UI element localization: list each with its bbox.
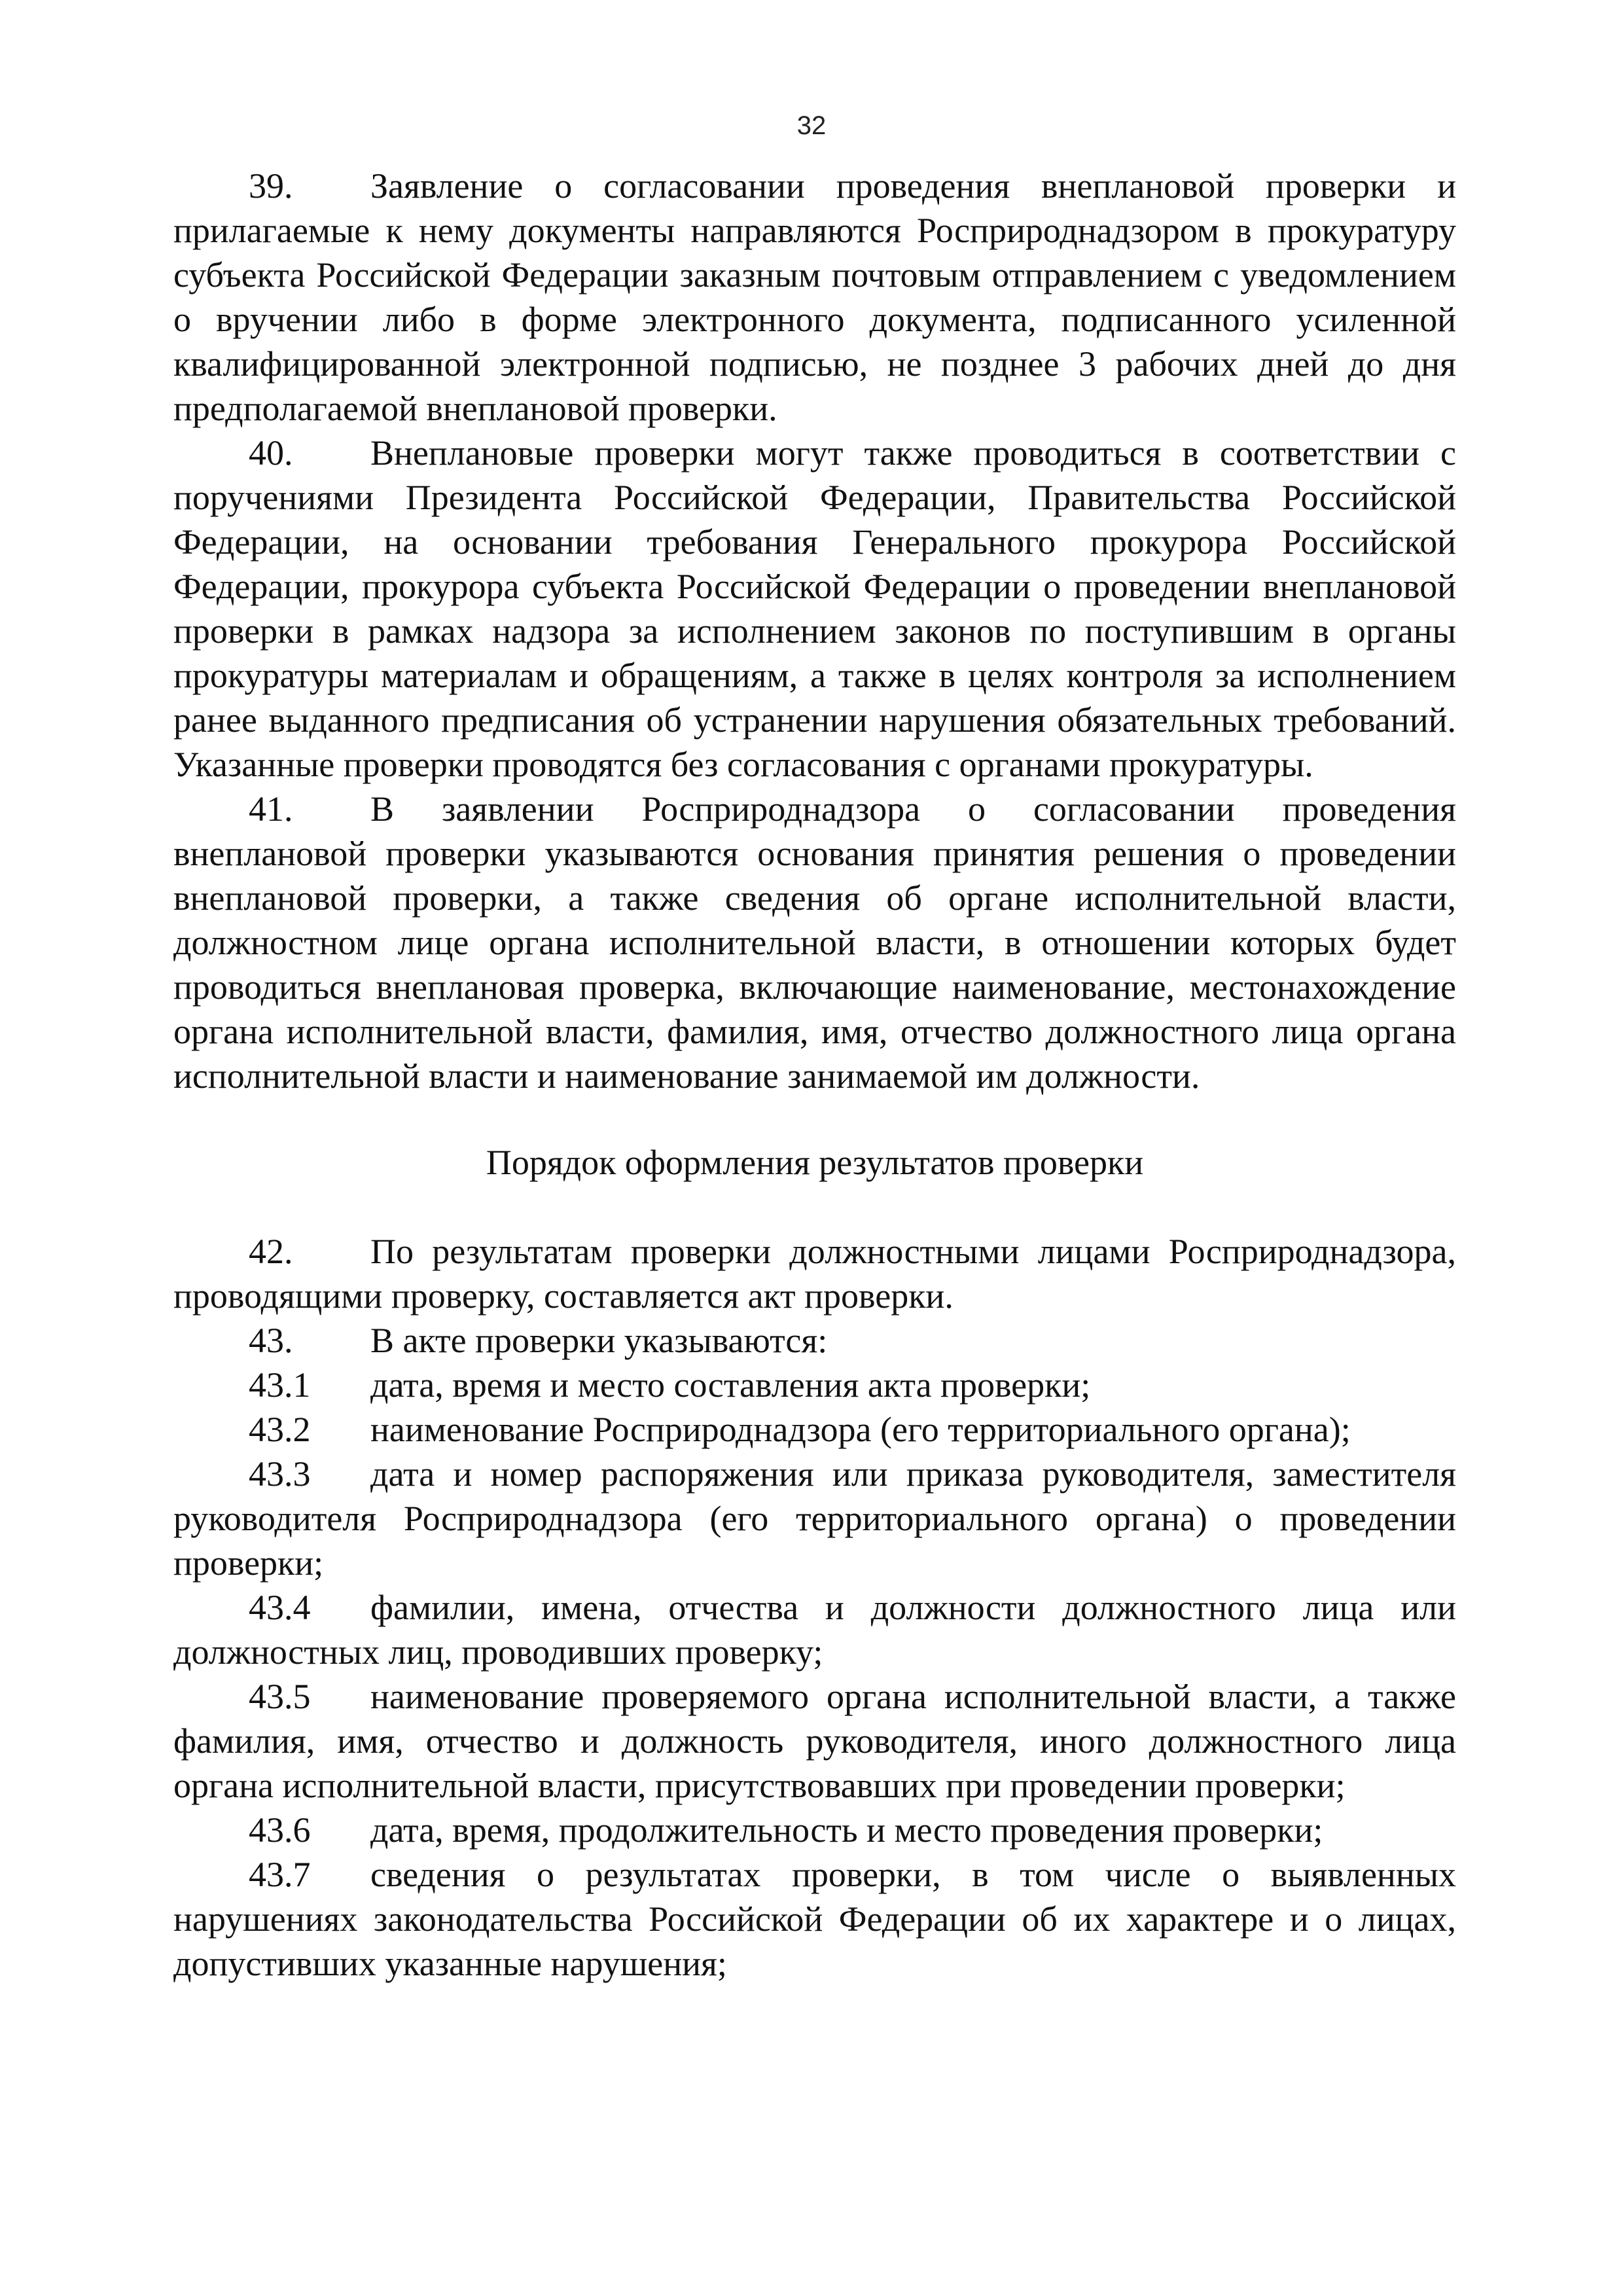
paragraph-text: наименование проверяемого органа исполнительной власти, а также фамилия, имя, отчество и должность руководителя, иного должностного лица органа исполнительной власти, присутствовавших при проведении проверки; [173, 1677, 1456, 1805]
document-body [173, 164, 1456, 1986]
paragraph-43-2 [173, 1407, 1456, 1452]
paragraph-number: 43.4 [249, 1588, 311, 1627]
section-heading: Порядок оформления результатов проверки [486, 1143, 1144, 1182]
paragraph-43-6 [173, 1808, 1456, 1852]
paragraph-43-3 [173, 1452, 1456, 1585]
paragraph-text: По результатам проверки должностными лицами Росприроднадзора, проводящими проверку, составляется акт проверки. [173, 1232, 1456, 1316]
paragraph-43-1 [173, 1363, 1456, 1407]
paragraph-number: 43. [249, 1321, 293, 1360]
paragraph-text: наименование Росприроднадзора (его территориального органа); [370, 1410, 1351, 1449]
paragraph-number: 43.5 [249, 1677, 311, 1716]
paragraph-text: дата, время, продолжительность и место проведения проверки; [370, 1810, 1323, 1850]
paragraph-text: В акте проверки указываются: [370, 1321, 828, 1360]
paragraph-text: фамилии, имена, отчества и должности должностного лица или должностных лиц, проводивших проверку; [173, 1588, 1456, 1672]
paragraph-number: 43.7 [249, 1855, 311, 1894]
paragraph-number: 43.1 [249, 1365, 311, 1405]
paragraph-text: дата и номер распоряжения или приказа руководителя, заместителя руководителя Росприроднадзора (его территориального органа) о проведении проверки; [173, 1454, 1456, 1583]
paragraph-number: 43.2 [249, 1410, 311, 1449]
paragraph-43-5 [173, 1674, 1456, 1808]
paragraph-number: 41. [249, 789, 293, 829]
paragraph-43-7 [173, 1852, 1456, 1986]
page-number: 32 [796, 111, 827, 140]
paragraph-number: 39. [249, 166, 293, 206]
paragraph-text: сведения о результатах проверки, в том числе о выявленных нарушениях законодательства Российской Федерации об их характере и о лицах, допустивших указанные нарушения; [173, 1855, 1456, 1983]
paragraph-text: Заявление о согласовании проведения внеплановой проверки и прилагаемые к нему документы направляются Росприроднадзором в прокуратуру субъекта Российской Федерации заказным почтовым отправлением с уведомлением о вручении либо в форме электронного документа, подписанного усиленной квалифицированной электронной подписью, не позднее 3 рабочих дней до дня предполагаемой внеплановой проверки. [173, 166, 1456, 428]
paragraph-42 [173, 1229, 1456, 1318]
paragraph-40 [173, 431, 1456, 787]
paragraph-number: 42. [249, 1232, 293, 1271]
paragraph-number: 43.3 [249, 1454, 311, 1494]
paragraph-text: В заявлении Росприроднадзора о согласовании проведения внеплановой проверки указываются основания принятия решения о проведении внеплановой проверки, а также сведения об органе исполнительной власти, должностном лице органа исполнительной власти, в отношении которых будет проводиться внеплановая проверка, включающие наименование, местонахождение органа исполнительной власти, фамилия, имя, отчество должностного лица органа исполнительной власти и наименование занимаемой им должности. [173, 789, 1456, 1096]
paragraph-number: 43.6 [249, 1810, 311, 1850]
paragraph-text: Внеплановые проверки могут также проводиться в соответствии с поручениями Президента Российской Федерации, Правительства Российской Федерации, на основании требования Генерального прокурора Российской Федерации, прокурора субъекта Российской Федерации о проведении внеплановой проверки в рамках надзора за исполнением законов по поступившим в органы прокуратуры материалам и обращениям, а также в целях контроля за исполнением ранее выданного предписания об устранении нарушения обязательных требований. Указанные проверки проводятся без согласования с органами прокуратуры. [173, 433, 1456, 784]
paragraph-text: дата, время и место составления акта проверки; [370, 1365, 1091, 1405]
paragraph-43 [173, 1318, 1456, 1363]
paragraph-41 [173, 787, 1456, 1098]
paragraph-number: 40. [249, 433, 293, 473]
paragraph-39 [173, 164, 1456, 431]
paragraph-43-4 [173, 1585, 1456, 1674]
